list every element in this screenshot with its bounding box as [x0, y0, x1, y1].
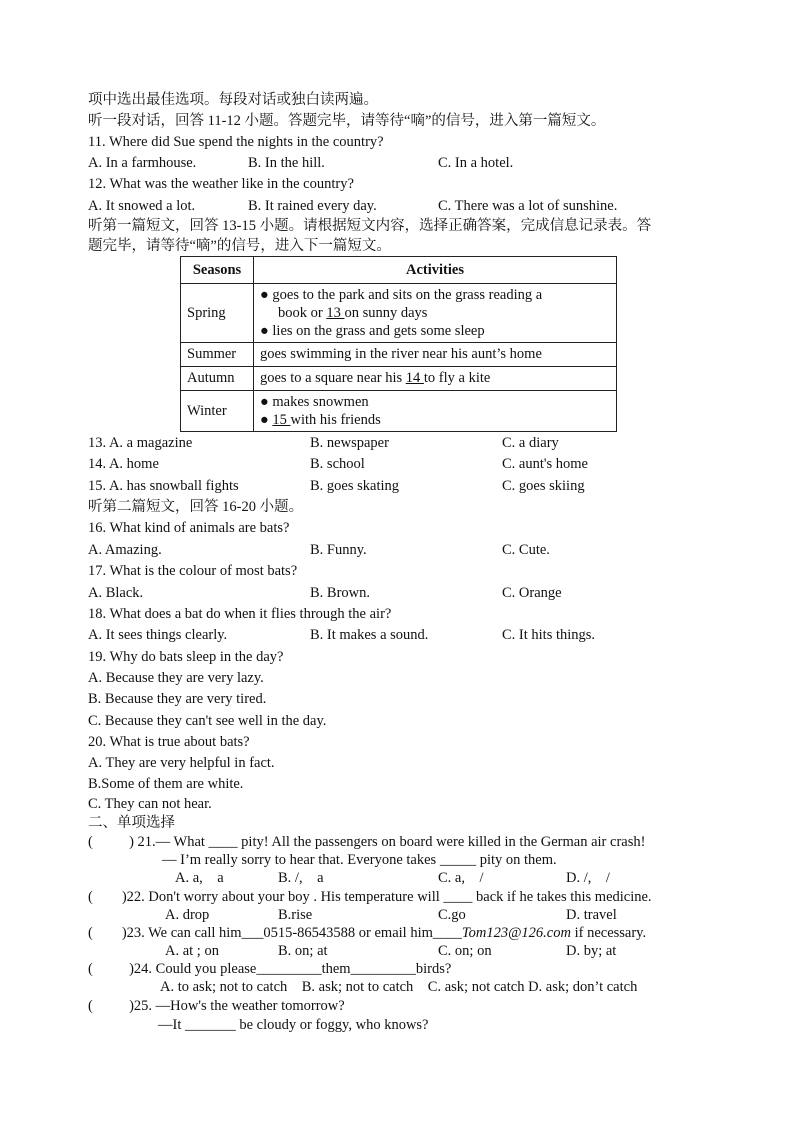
blank[interactable]: _________	[256, 961, 322, 977]
option: C.go	[438, 907, 466, 923]
text: to fly a kite	[423, 370, 491, 386]
option: A. at ; on	[165, 943, 219, 959]
header-activities: Activities	[254, 257, 617, 284]
activity-autumn	[254, 367, 617, 391]
option: B. /, a	[278, 870, 324, 886]
option: B.Some of them are white.	[88, 776, 244, 792]
option: A. In a farmhouse.	[88, 155, 197, 171]
option: C. In a hotel.	[438, 155, 514, 171]
question-stem: 11. Where did Sue spend the nights in the country?	[88, 134, 384, 150]
option: B. school	[310, 456, 365, 472]
season-spring: Spring	[181, 284, 254, 343]
text: birds?	[415, 961, 452, 977]
activity-line	[260, 304, 610, 322]
text: ( )23. We can call him___0515-86543588 or email him____	[88, 925, 462, 941]
option: D. /, /	[566, 870, 610, 886]
activity-line: ● lies on the grass and gets some sleep	[260, 323, 485, 339]
option: B. It rained every day.	[248, 198, 377, 214]
instruction-line: 听第一篇短文，回答 13-15 小题。请根据短文内容，选择正确答案，完成信息记录表。答	[88, 218, 652, 234]
activity-line: ● goes to the park and sits on the grass reading a	[260, 287, 543, 303]
option: A. They are very helpful in fact.	[88, 755, 275, 771]
option: B. In the hill.	[248, 155, 325, 171]
option: A. Amazing.	[88, 542, 162, 558]
option: B. It makes a sound.	[310, 627, 429, 643]
option: C. They can not hear.	[88, 796, 212, 812]
option: B.rise	[278, 907, 313, 923]
text: on sunny days	[344, 305, 428, 321]
question-stem: 18. What does a bat do when it flies through the air?	[88, 606, 392, 622]
instruction-line: 题完毕，请等待“嘀”的信号，进入下一篇短文。	[88, 238, 391, 254]
activity-line	[260, 411, 610, 429]
instruction-line: 听第二篇短文，回答 16-20 小题。	[88, 499, 304, 515]
option: A. It sees things clearly.	[88, 627, 228, 643]
option: B. goes skating	[310, 478, 400, 494]
option: A. Black.	[88, 585, 144, 601]
question-stem: 19. Why do bats sleep in the day?	[88, 649, 284, 665]
question-stem: ( )22. Don't worry about your boy . His temperature will ____ back if he takes this medicine.	[88, 889, 652, 905]
option: A. It snowed a lot.	[88, 198, 196, 214]
season-autumn: Autumn	[181, 367, 254, 391]
info-table	[180, 256, 617, 432]
text: ( )24. Could you please	[88, 961, 257, 977]
option: A. Because they are very lazy.	[88, 670, 264, 686]
option: 14. A. home	[88, 456, 159, 472]
blank-14[interactable]: 14	[405, 370, 424, 386]
text: ●	[260, 412, 273, 428]
option: 15. A. has snowball fights	[88, 478, 239, 494]
option: B. Funny.	[310, 542, 367, 558]
text: book or	[278, 305, 327, 321]
option: B. Brown.	[310, 585, 371, 601]
option: C. Because they can't see well in the day.	[88, 713, 327, 729]
option: C. a, /	[438, 870, 484, 886]
instruction-line: 项中选出最佳选项。每段对话或独白读两遍。	[88, 92, 378, 108]
option: A. a, a	[175, 870, 224, 886]
option: C. Cute.	[502, 542, 550, 558]
option: D. travel	[566, 907, 617, 923]
text: if necessary.	[570, 925, 647, 941]
text: goes to a square near his	[260, 370, 406, 386]
question-stem: 16. What kind of animals are bats?	[88, 520, 290, 536]
instruction-line: 听一段对话，回答 11-12 小题。答题完毕，请等待“嘀”的信号，进入第一篇短文。	[88, 113, 606, 129]
activity-line: ● makes snowmen	[260, 394, 369, 410]
email-text: Tom123@126.com	[461, 925, 571, 941]
blank-13[interactable]: 13	[326, 305, 345, 321]
option: B. on; at	[278, 943, 328, 959]
option: D. by; at	[566, 943, 617, 959]
blank-15[interactable]: 15	[272, 412, 291, 428]
option: C. There was a lot of sunshine.	[438, 198, 618, 214]
option: C. on; on	[438, 943, 492, 959]
option: C. Orange	[502, 585, 562, 601]
activity-winter	[254, 391, 617, 432]
header-seasons: Seasons	[181, 257, 254, 284]
text: with his friends	[290, 412, 381, 428]
option: C. It hits things.	[502, 627, 596, 643]
season-winter: Winter	[181, 391, 254, 432]
option: A. drop	[165, 907, 210, 923]
option: B. newspaper	[310, 435, 389, 451]
blank[interactable]: _________	[350, 961, 416, 977]
text: them	[321, 961, 351, 977]
question-stem	[88, 959, 451, 979]
question-stem	[88, 923, 646, 943]
activity-summer: goes swimming in the river near his aunt’s home	[254, 343, 617, 367]
question-stem: 12. What was the weather like in the country?	[88, 176, 354, 192]
section-title: 二、单项选择	[88, 815, 175, 831]
option: B. Because they are very tired.	[88, 691, 267, 707]
question-line: —It _______ be cloudy or foggy, who knows?	[158, 1017, 429, 1033]
options-line: A. to ask; not to catch B. ask; not to catch C. ask; not catch D. ask; don’t catch	[160, 979, 638, 995]
question-stem: ( )25. —How's the weather tomorrow?	[88, 998, 345, 1014]
option: C. goes skiing	[502, 478, 585, 494]
question-stem: 17. What is the colour of most bats?	[88, 563, 298, 579]
season-summer: Summer	[181, 343, 254, 367]
question-stem: 20. What is true about bats?	[88, 734, 250, 750]
activity-spring	[254, 284, 617, 343]
question-stem: ( ) 21.— What ____ pity! All the passengers on board were killed in the German air crash!	[88, 834, 646, 850]
option: C. aunt's home	[502, 456, 588, 472]
option: C. a diary	[502, 435, 559, 451]
option: 13. A. a magazine	[88, 435, 193, 451]
question-line: — I’m really sorry to hear that. Everyone takes _____ pity on them.	[162, 852, 557, 868]
